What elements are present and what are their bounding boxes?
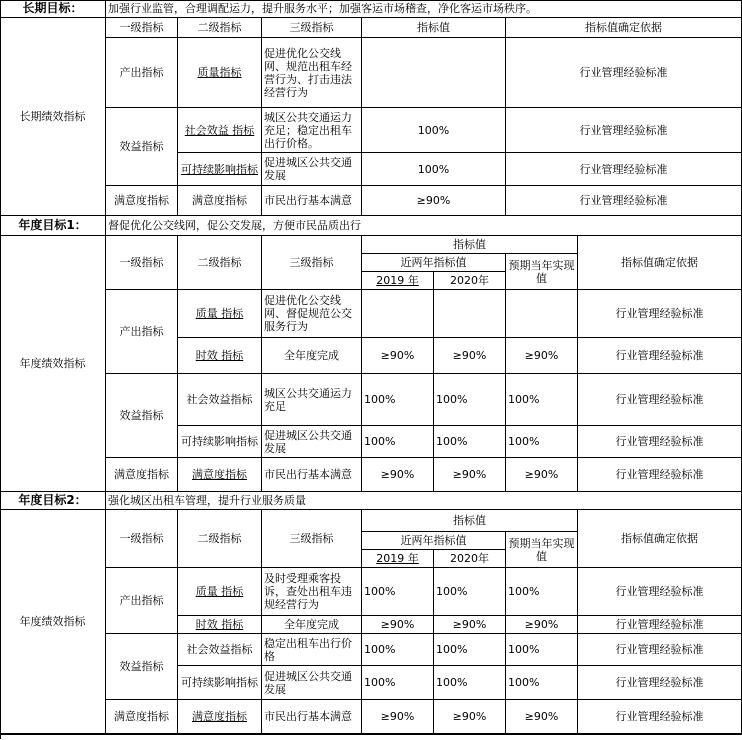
long-category-label: 长期绩效指标 <box>0 18 106 216</box>
year1-row3-basis: 行业管理经验标准 <box>578 374 742 426</box>
year2-target-text: 强化城区出租车管理，提升行业服务质量 <box>106 492 742 510</box>
year1-target-label: 年度目标1： <box>0 216 106 236</box>
year2-row1-expected: 100% <box>506 568 578 616</box>
year1-row5-2020: ≥90% <box>434 458 506 492</box>
year1-target-text: 督促优化公交线网，促公交发展，方便市民品质出行 <box>106 216 742 236</box>
year1-header-basis: 指标值确定依据 <box>578 236 742 290</box>
long-target-label: 长期目标： <box>0 0 106 18</box>
year2-row5-basis: 行业管理经验标准 <box>578 700 742 734</box>
year1-row1-l3: 促进优化公交线网、督促规范公交服务行为 <box>262 290 362 338</box>
year2-row3-expected: 100% <box>506 634 578 666</box>
year1-header-2019: 2019 年 <box>362 272 434 290</box>
year1-header-recent-two: 近两年指标值 <box>362 254 506 272</box>
year1-row5-l1: 满意度指标 <box>106 458 178 492</box>
year1-row5-2019: ≥90% <box>362 458 434 492</box>
long-header-l1: 一级指标 <box>106 18 178 38</box>
year1-header-l1: 一级指标 <box>106 236 178 290</box>
year1-row1-basis: 行业管理经验标准 <box>578 290 742 338</box>
year1-row2-l2: 时效 指标 <box>178 338 262 374</box>
long-row2-l2: 社会效益 指标 <box>178 108 262 153</box>
year1-row3-l2: 社会效益指标 <box>178 374 262 426</box>
year1-row3-expected: 100% <box>506 374 578 426</box>
year1-row3-l1: 效益指标 <box>106 374 178 458</box>
year2-row3-l1: 效益指标 <box>106 634 178 700</box>
year1-header-value-group: 指标值 <box>362 236 578 254</box>
long-row2-basis: 行业管理经验标准 <box>506 108 742 153</box>
year1-row4-basis: 行业管理经验标准 <box>578 426 742 458</box>
year1-row1-expected <box>506 290 578 338</box>
year2-row5-l2: 满意度指标 <box>178 700 262 734</box>
year2-row5-l3: 市民出行基本满意 <box>262 700 362 734</box>
year2-row2-2019: ≥90% <box>362 616 434 634</box>
year2-row1-2019: 100% <box>362 568 434 616</box>
year1-row1-2019 <box>362 290 434 338</box>
long-row4-l3: 市民出行基本满意 <box>262 186 362 216</box>
year2-header-expected: 预期当年实现值 <box>506 532 578 568</box>
year2-row5-l1: 满意度指标 <box>106 700 178 734</box>
year2-row5-2019: ≥90% <box>362 700 434 734</box>
long-row3-basis: 行业管理经验标准 <box>506 153 742 186</box>
year2-row2-2020: ≥90% <box>434 616 506 634</box>
year1-category-label: 年度绩效指标 <box>0 236 106 492</box>
year1-row2-2019: ≥90% <box>362 338 434 374</box>
long-row4-l1: 满意度指标 <box>106 186 178 216</box>
year2-row2-basis: 行业管理经验标准 <box>578 616 742 634</box>
long-header-basis: 指标值确定依据 <box>506 18 742 38</box>
year1-header-expected: 预期当年实现值 <box>506 254 578 290</box>
year2-row5-2020: ≥90% <box>434 700 506 734</box>
long-target-text: 加强行业监管，合理调配运力，提升服务水平；加强客运市场稽查，净化客运市场秩序。 <box>106 0 742 18</box>
year1-header-l2: 二级指标 <box>178 236 262 290</box>
year1-row1-2020 <box>434 290 506 338</box>
year2-row4-expected: 100% <box>506 666 578 700</box>
year2-header-l1: 一级指标 <box>106 510 178 568</box>
year1-row2-basis: 行业管理经验标准 <box>578 338 742 374</box>
year2-row4-l2: 可持续影响指标 <box>178 666 262 700</box>
year2-row1-basis: 行业管理经验标准 <box>578 568 742 616</box>
year2-header-recent-two: 近两年指标值 <box>362 532 506 550</box>
year2-row2-expected: ≥90% <box>506 616 578 634</box>
long-row1-value <box>362 38 506 108</box>
year2-header-l2: 二级指标 <box>178 510 262 568</box>
year1-row5-l3: 市民出行基本满意 <box>262 458 362 492</box>
year2-row4-l3: 促进城区公共交通发展 <box>262 666 362 700</box>
year2-row1-l2: 质量 指标 <box>178 568 262 616</box>
year1-row5-expected: ≥90% <box>506 458 578 492</box>
long-row1-l2: 质量指标 <box>178 38 262 108</box>
year2-row3-2020: 100% <box>434 634 506 666</box>
year1-row4-2019: 100% <box>362 426 434 458</box>
year1-row4-2020: 100% <box>434 426 506 458</box>
year2-target-label: 年度目标2： <box>0 492 106 510</box>
year1-row4-expected: 100% <box>506 426 578 458</box>
year2-row4-2019: 100% <box>362 666 434 700</box>
year2-row1-2020: 100% <box>434 568 506 616</box>
year1-row4-l3: 促进城区公共交通发展 <box>262 426 362 458</box>
year2-row3-basis: 行业管理经验标准 <box>578 634 742 666</box>
year1-row5-basis: 行业管理经验标准 <box>578 458 742 492</box>
year1-row3-2019: 100% <box>362 374 434 426</box>
year2-row2-l2: 时效 指标 <box>178 616 262 634</box>
year2-row3-2019: 100% <box>362 634 434 666</box>
long-header-l3: 三级指标 <box>262 18 362 38</box>
long-row3-value: 100% <box>362 153 506 186</box>
year2-row3-l2: 社会效益指标 <box>178 634 262 666</box>
long-row1-l3: 促进优化公交线网、规范出租车经营行为、打击违法经营行为 <box>262 38 362 108</box>
long-row3-l3: 促进城区公共交通发展 <box>262 153 362 186</box>
long-row4-l2: 满意度指标 <box>178 186 262 216</box>
long-row3-l2: 可持续影响指标 <box>178 153 262 186</box>
year1-row1-l1: 产出指标 <box>106 290 178 374</box>
year2-header-basis: 指标值确定依据 <box>578 510 742 568</box>
long-row4-basis: 行业管理经验标准 <box>506 186 742 216</box>
year2-row4-basis: 行业管理经验标准 <box>578 666 742 700</box>
year2-row2-l3: 全年度完成 <box>262 616 362 634</box>
year1-row5-l2: 满意度指标 <box>178 458 262 492</box>
year2-row1-l1: 产出指标 <box>106 568 178 634</box>
year2-row1-l3: 及时受理乘客投诉，查处出租车违规经营行为 <box>262 568 362 616</box>
year1-row4-l2: 可持续影响指标 <box>178 426 262 458</box>
year1-row2-2020: ≥90% <box>434 338 506 374</box>
year1-row3-l3: 城区公共交通运力充足 <box>262 374 362 426</box>
long-header-value: 指标值 <box>362 18 506 38</box>
long-row1-l1: 产出指标 <box>106 38 178 108</box>
long-header-l2: 二级指标 <box>178 18 262 38</box>
year2-header-2019: 2019 年 <box>362 550 434 568</box>
year2-header-value-group: 指标值 <box>362 510 578 532</box>
year1-row3-2020: 100% <box>434 374 506 426</box>
year1-header-l3: 三级指标 <box>262 236 362 290</box>
year2-category-label: 年度绩效指标 <box>0 510 106 734</box>
year2-header-l3: 三级指标 <box>262 510 362 568</box>
year1-header-2020: 2020年 <box>434 272 506 290</box>
long-row1-basis: 行业管理经验标准 <box>506 38 742 108</box>
long-row2-l1: 效益指标 <box>106 108 178 186</box>
year1-row2-l3: 全年度完成 <box>262 338 362 374</box>
year1-row2-expected: ≥90% <box>506 338 578 374</box>
year2-row4-2020: 100% <box>434 666 506 700</box>
long-row2-l3: 城区公共交通运力充足；稳定出租车出行价格。 <box>262 108 362 153</box>
year2-row3-l3: 稳定出租车出行价格 <box>262 634 362 666</box>
long-row4-value: ≥90% <box>362 186 506 216</box>
year2-row5-expected: ≥90% <box>506 700 578 734</box>
year1-row1-l2: 质量 指标 <box>178 290 262 338</box>
long-row2-value: 100% <box>362 108 506 153</box>
year2-header-2020: 2020年 <box>434 550 506 568</box>
next-section-edge <box>0 734 742 740</box>
